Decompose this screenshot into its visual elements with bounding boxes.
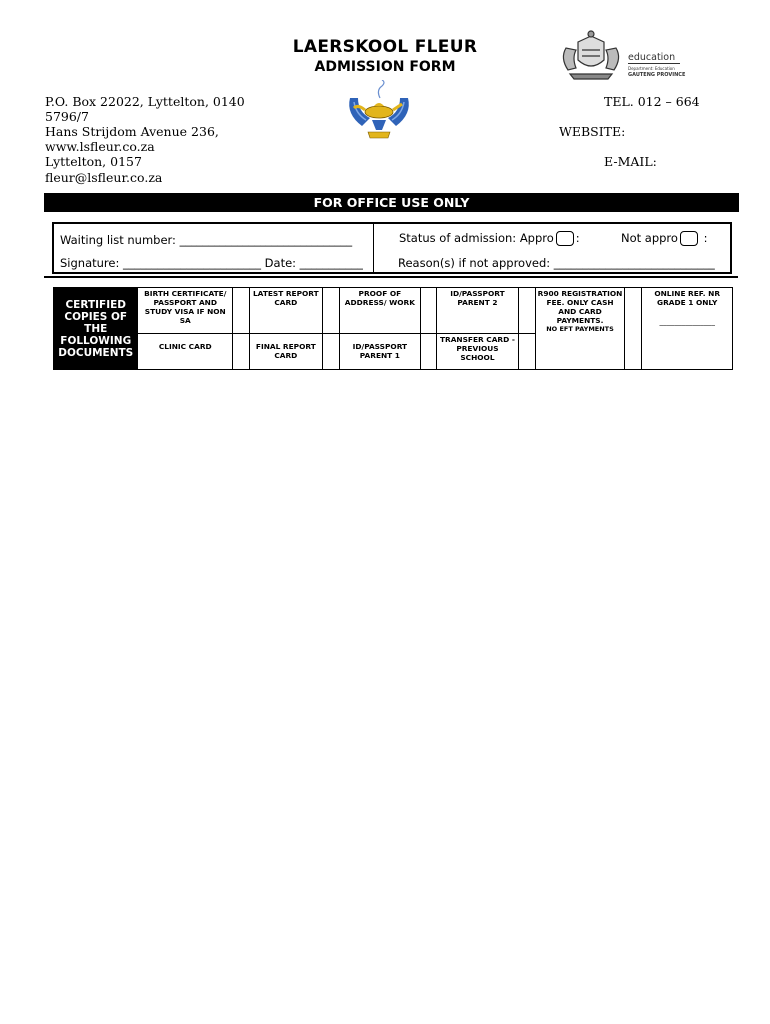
- approved-checkbox[interactable]: [556, 231, 574, 246]
- section-divider: [44, 276, 738, 278]
- not-approved-label: Not appro: [620, 231, 678, 245]
- latest-report-cell: LATEST REPORT CARD: [250, 288, 322, 334]
- signature-date-field[interactable]: Signature: ________________________ Date: ___________: [60, 256, 363, 270]
- transfer-card-checkbox[interactable]: [518, 334, 535, 370]
- status-colon: :: [575, 231, 580, 245]
- birth-certificate-checkbox[interactable]: [233, 288, 250, 334]
- online-ref-label: ONLINE REF. NR GRADE 1 ONLY: [654, 289, 721, 307]
- documents-table: [53, 287, 733, 370]
- status-of-admission: [399, 231, 707, 246]
- online-ref-cell: [642, 288, 733, 370]
- website-label: WEBSITE:: [559, 124, 626, 139]
- office-use-box: [52, 222, 732, 274]
- latest-report-checkbox[interactable]: [322, 288, 339, 334]
- lamp-emblem-icon: [344, 80, 414, 142]
- clinic-card-cell: CLINIC CARD: [138, 334, 233, 370]
- transfer-card-cell: TRANSFER CARD - PREVIOUS SCHOOL: [437, 334, 518, 370]
- office-use-bar: FOR OFFICE USE ONLY: [44, 193, 739, 212]
- phone-label: TEL. 012 – 664: [604, 94, 700, 109]
- waiting-list-field[interactable]: Waiting list number: ______________________________: [60, 233, 353, 247]
- office-box-divider: [373, 224, 374, 272]
- education-sub1: Department: Education: [628, 66, 675, 71]
- phone-continued: 5796/7: [45, 109, 89, 124]
- school-name: LAERSKOOL FLEUR: [292, 37, 478, 57]
- proof-of-address-checkbox[interactable]: [421, 288, 437, 334]
- coat-of-arms-icon: [556, 28, 626, 82]
- no-eft-note: NO EFT PAYMENTS: [546, 325, 614, 333]
- education-word: education: [628, 52, 680, 64]
- address-line-2: Hans Strijdom Avenue 236,: [45, 124, 219, 139]
- address-line-1: P.O. Box 22022, Lyttelton, 0140: [45, 94, 245, 109]
- id-parent-2-cell: ID/PASSPORT PARENT 2: [437, 288, 518, 334]
- email-link[interactable]: fleur@lsfleur.co.za: [45, 170, 163, 185]
- reason-not-approved-field[interactable]: Reason(s) if not approved: ____________________________: [398, 256, 715, 270]
- online-ref-input[interactable]: _______________: [659, 317, 715, 326]
- birth-certificate-cell: BIRTH CERTIFICATE/ PASSPORT AND STUDY VISA IF NON SA: [138, 288, 233, 334]
- certified-copies-heading: CERTIFIED COPIES OF THE FOLLOWING DOCUMENTS: [54, 288, 138, 370]
- education-logo: [556, 28, 686, 82]
- final-report-checkbox[interactable]: [322, 334, 339, 370]
- final-report-cell: FINAL REPORT CARD: [250, 334, 322, 370]
- registration-fee-checkbox[interactable]: [625, 288, 642, 370]
- not-approved-checkbox[interactable]: [680, 231, 698, 246]
- form-title: ADMISSION FORM: [314, 59, 456, 75]
- registration-fee-text: R900 REGISTRATION FEE. ONLY CASH AND CARD PAYMENTS.: [537, 289, 623, 325]
- proof-of-address-cell: PROOF OF ADDRESS/ WORK: [339, 288, 420, 334]
- table-row: [54, 288, 733, 334]
- clinic-card-checkbox[interactable]: [233, 334, 250, 370]
- id-parent-2-checkbox[interactable]: [518, 288, 535, 334]
- id-parent-1-checkbox[interactable]: [421, 334, 437, 370]
- id-parent-1-cell: ID/PASSPORT PARENT 1: [339, 334, 420, 370]
- school-logo: [344, 80, 414, 142]
- registration-fee-cell: [535, 288, 625, 370]
- education-sub2: GAUTENG PROVINCE: [628, 72, 686, 78]
- not-approved-colon: :: [703, 231, 708, 245]
- status-label: Status of admission: Appro: [399, 231, 554, 245]
- address-line-3: Lyttelton, 0157: [45, 154, 142, 169]
- email-label: E-MAIL:: [604, 154, 657, 169]
- website-link[interactable]: www.lsfleur.co.za: [45, 139, 155, 154]
